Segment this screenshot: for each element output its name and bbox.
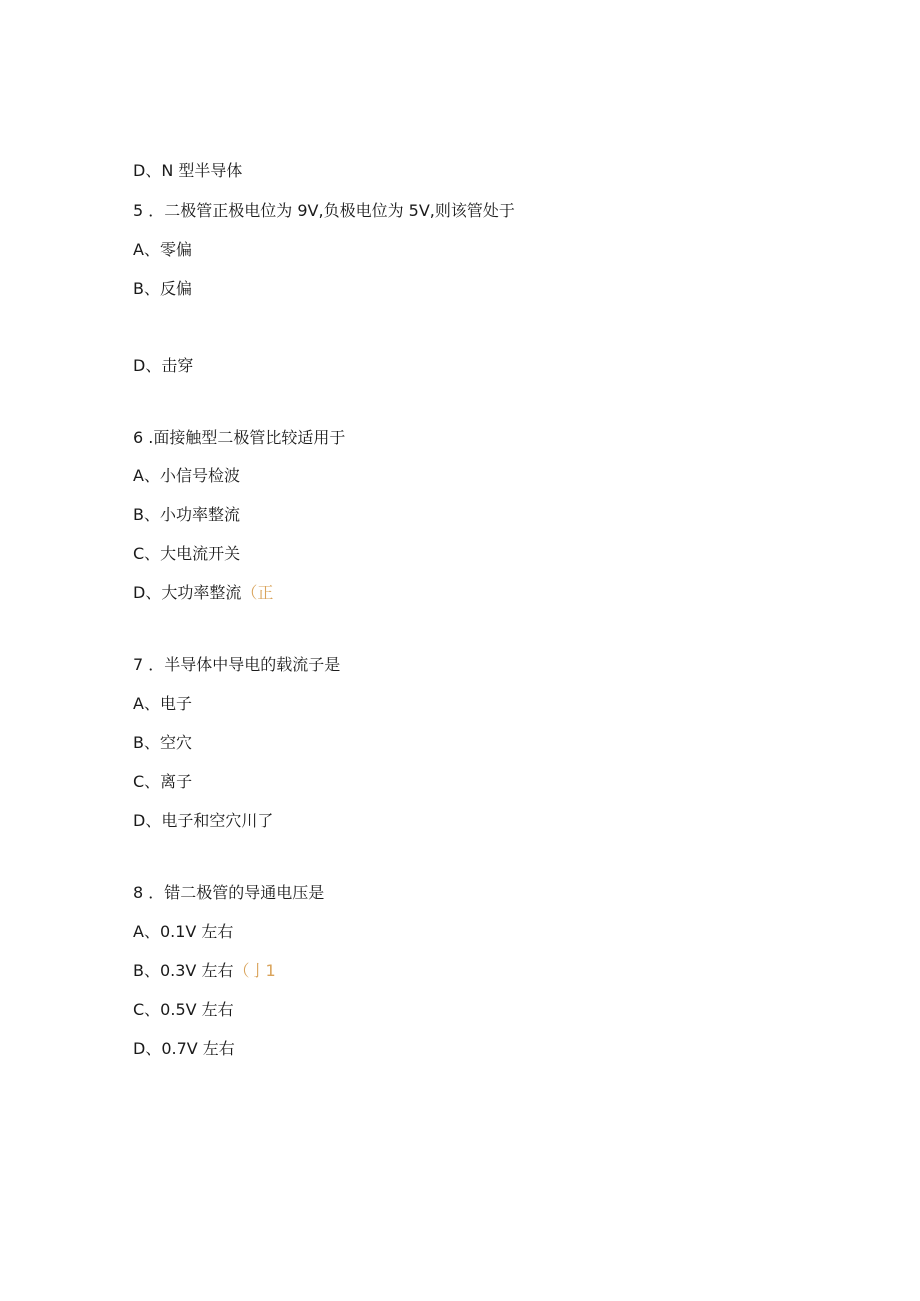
option-a-q6: A、小信号检波 (133, 466, 240, 485)
option-d-q7: D、电子和空穴川了 (133, 811, 274, 830)
question-5: 5 ．二极管正极电位为 9V,负极电位为 5V,则该管处于 (133, 201, 515, 220)
option-a-q5: A、零偏 (133, 240, 192, 259)
option-d-q8: D、0.7V 左右 (133, 1039, 235, 1058)
option-d-q4: D、N 型半导体 (133, 161, 243, 180)
question-8: 8 ．错二极管的导通电压是 (133, 883, 325, 902)
option-d-q6-text: D、大功率整流 (133, 583, 242, 602)
answer-annotation-q6: （正 (241, 583, 274, 602)
option-c-q6: C、大电流开关 (133, 544, 241, 563)
answer-annotation-q8: （亅1 (233, 961, 276, 980)
option-b-q8-text: B、0.3V 左右 (133, 961, 234, 980)
option-a-q7: A、电子 (133, 694, 192, 713)
option-b-q6: B、小功率整流 (133, 505, 240, 524)
option-a-q8: A、0.1V 左右 (133, 922, 234, 941)
option-d-q5: D、击穿 (133, 356, 194, 375)
option-b-q7: B、空穴 (133, 733, 192, 752)
question-6: 6 .面接触型二极管比较适用于 (133, 428, 346, 447)
option-b-q5: B、反偏 (133, 279, 192, 298)
question-7: 7 ．半导体中导电的载流子是 (133, 655, 341, 674)
option-c-q7: C、离子 (133, 772, 193, 791)
option-b-q8 (133, 961, 276, 981)
option-d-q6 (133, 583, 273, 603)
option-c-q8: C、0.5V 左右 (133, 1000, 234, 1019)
